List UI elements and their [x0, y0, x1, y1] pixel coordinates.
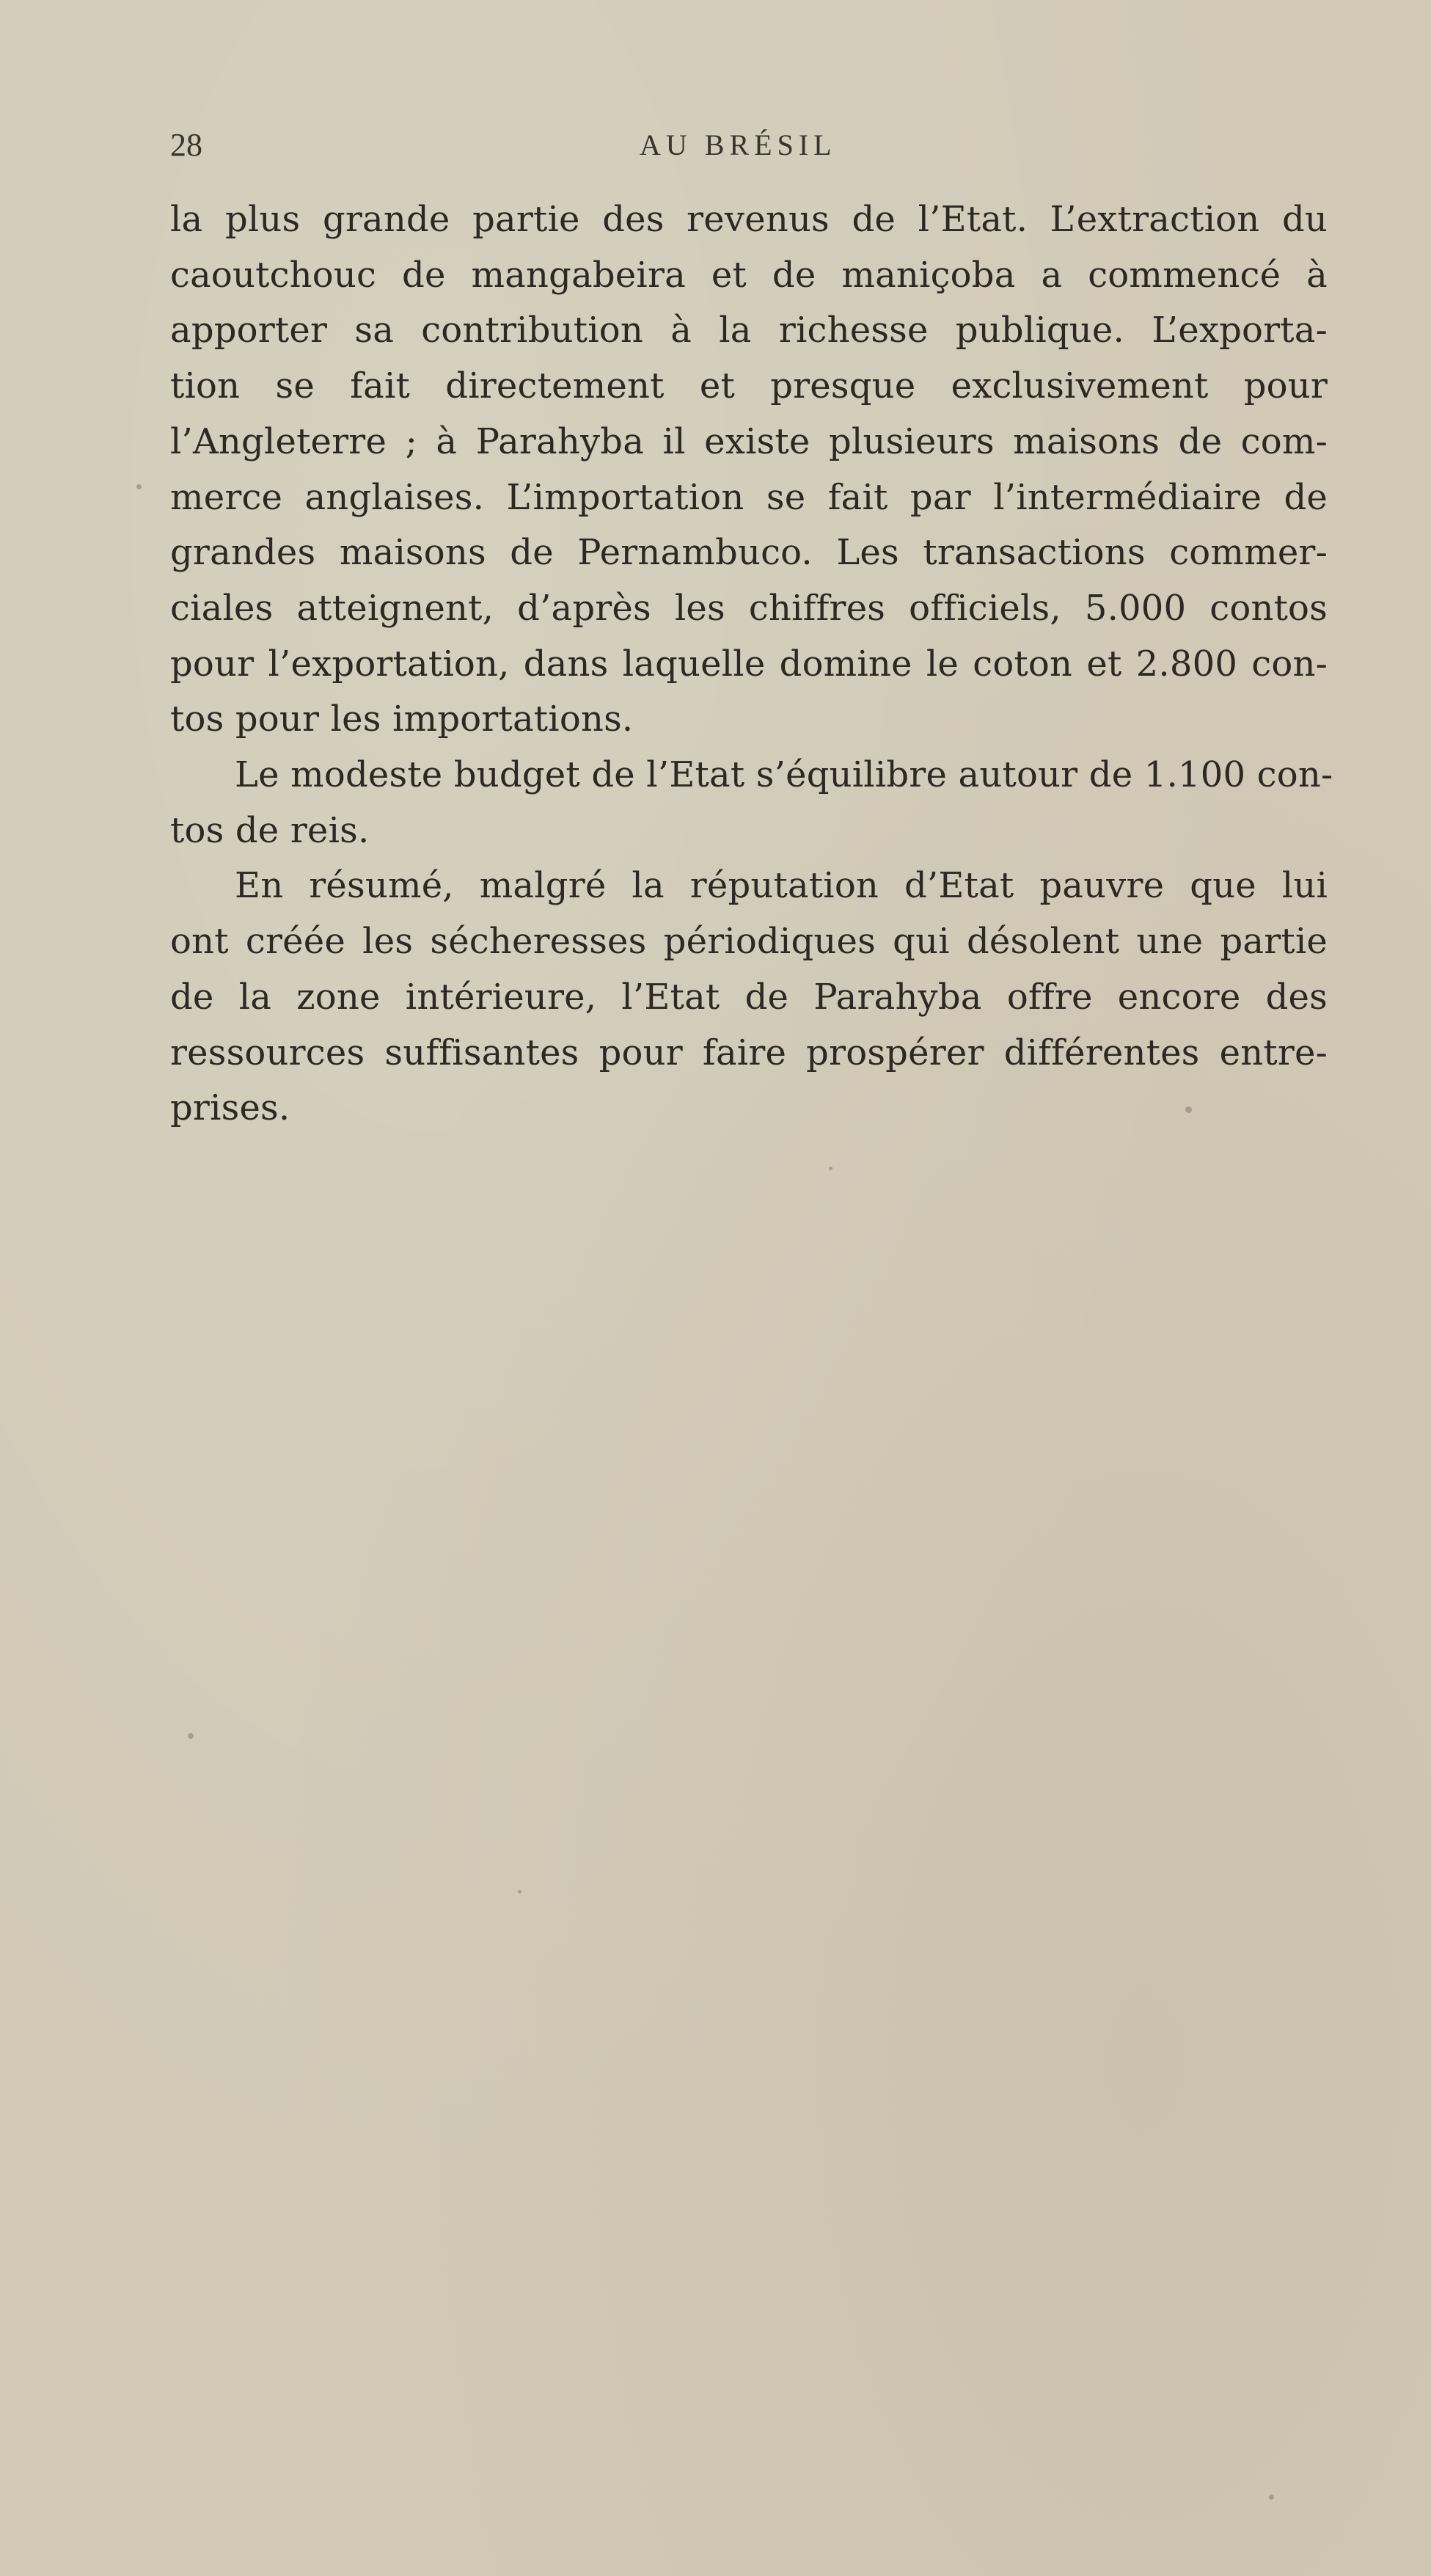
- text-line: ont créée les sécheresses périodiques qui désolent une partie: [170, 921, 1328, 963]
- running-title: AU BRÉSIL: [640, 128, 837, 161]
- paper-speck: [1269, 2495, 1274, 2500]
- paragraph-1: [170, 192, 1328, 748]
- text-line: ressources suffisantes pour faire prospérer différentes entre-: [170, 1032, 1328, 1073]
- paper-speck: [829, 1167, 832, 1170]
- page-number: 28: [170, 127, 202, 163]
- paragraph-2: [170, 748, 1333, 858]
- text-line: l’Angleterre ; à Parahyba il existe plusieurs maisons de com-: [170, 420, 1328, 462]
- text-line: grandes maisons de Pernambuco. Les transactions commer-: [170, 532, 1328, 574]
- text-line: tos pour les importations.: [170, 698, 634, 740]
- text-line: En résumé, malgré la réputation d’Etat pauvre que lui: [235, 865, 1328, 907]
- text-line: apporter sa contribution à la richesse publique. L’exporta-: [170, 310, 1328, 351]
- text-line: Le modeste budget de l’Etat s’équilibre autour de 1.100 con-: [235, 754, 1333, 796]
- body-text: [170, 192, 1333, 1136]
- paper-speck: [136, 484, 142, 489]
- text-line: merce anglaises. L’importation se fait par l’intermédiaire de: [170, 476, 1328, 518]
- text-line: ciales atteignent, d’après les chiffres officiels, 5.000 contos: [170, 587, 1328, 629]
- text-line: caoutchouc de mangabeira et de maniçoba a commencé à: [170, 254, 1328, 296]
- running-head: [170, 123, 1329, 167]
- text-line: tion se fait directement et presque exclusivement pour: [170, 365, 1328, 407]
- paragraph-3: [170, 858, 1328, 1136]
- text-line: tos de reis.: [170, 809, 370, 851]
- text-line: de la zone intérieure, l’Etat de Parahyba offre encore des: [170, 976, 1328, 1018]
- paper-speck: [518, 1890, 521, 1894]
- paper-speck: [1185, 1106, 1192, 1113]
- paper-speck: [188, 1733, 194, 1739]
- text-line: la plus grande partie des revenus de l’Etat. L’extraction du: [170, 199, 1328, 240]
- text-line: pour l’exportation, dans laquelle domine le coton et 2.800 con-: [170, 643, 1328, 685]
- text-line: prises.: [170, 1087, 290, 1129]
